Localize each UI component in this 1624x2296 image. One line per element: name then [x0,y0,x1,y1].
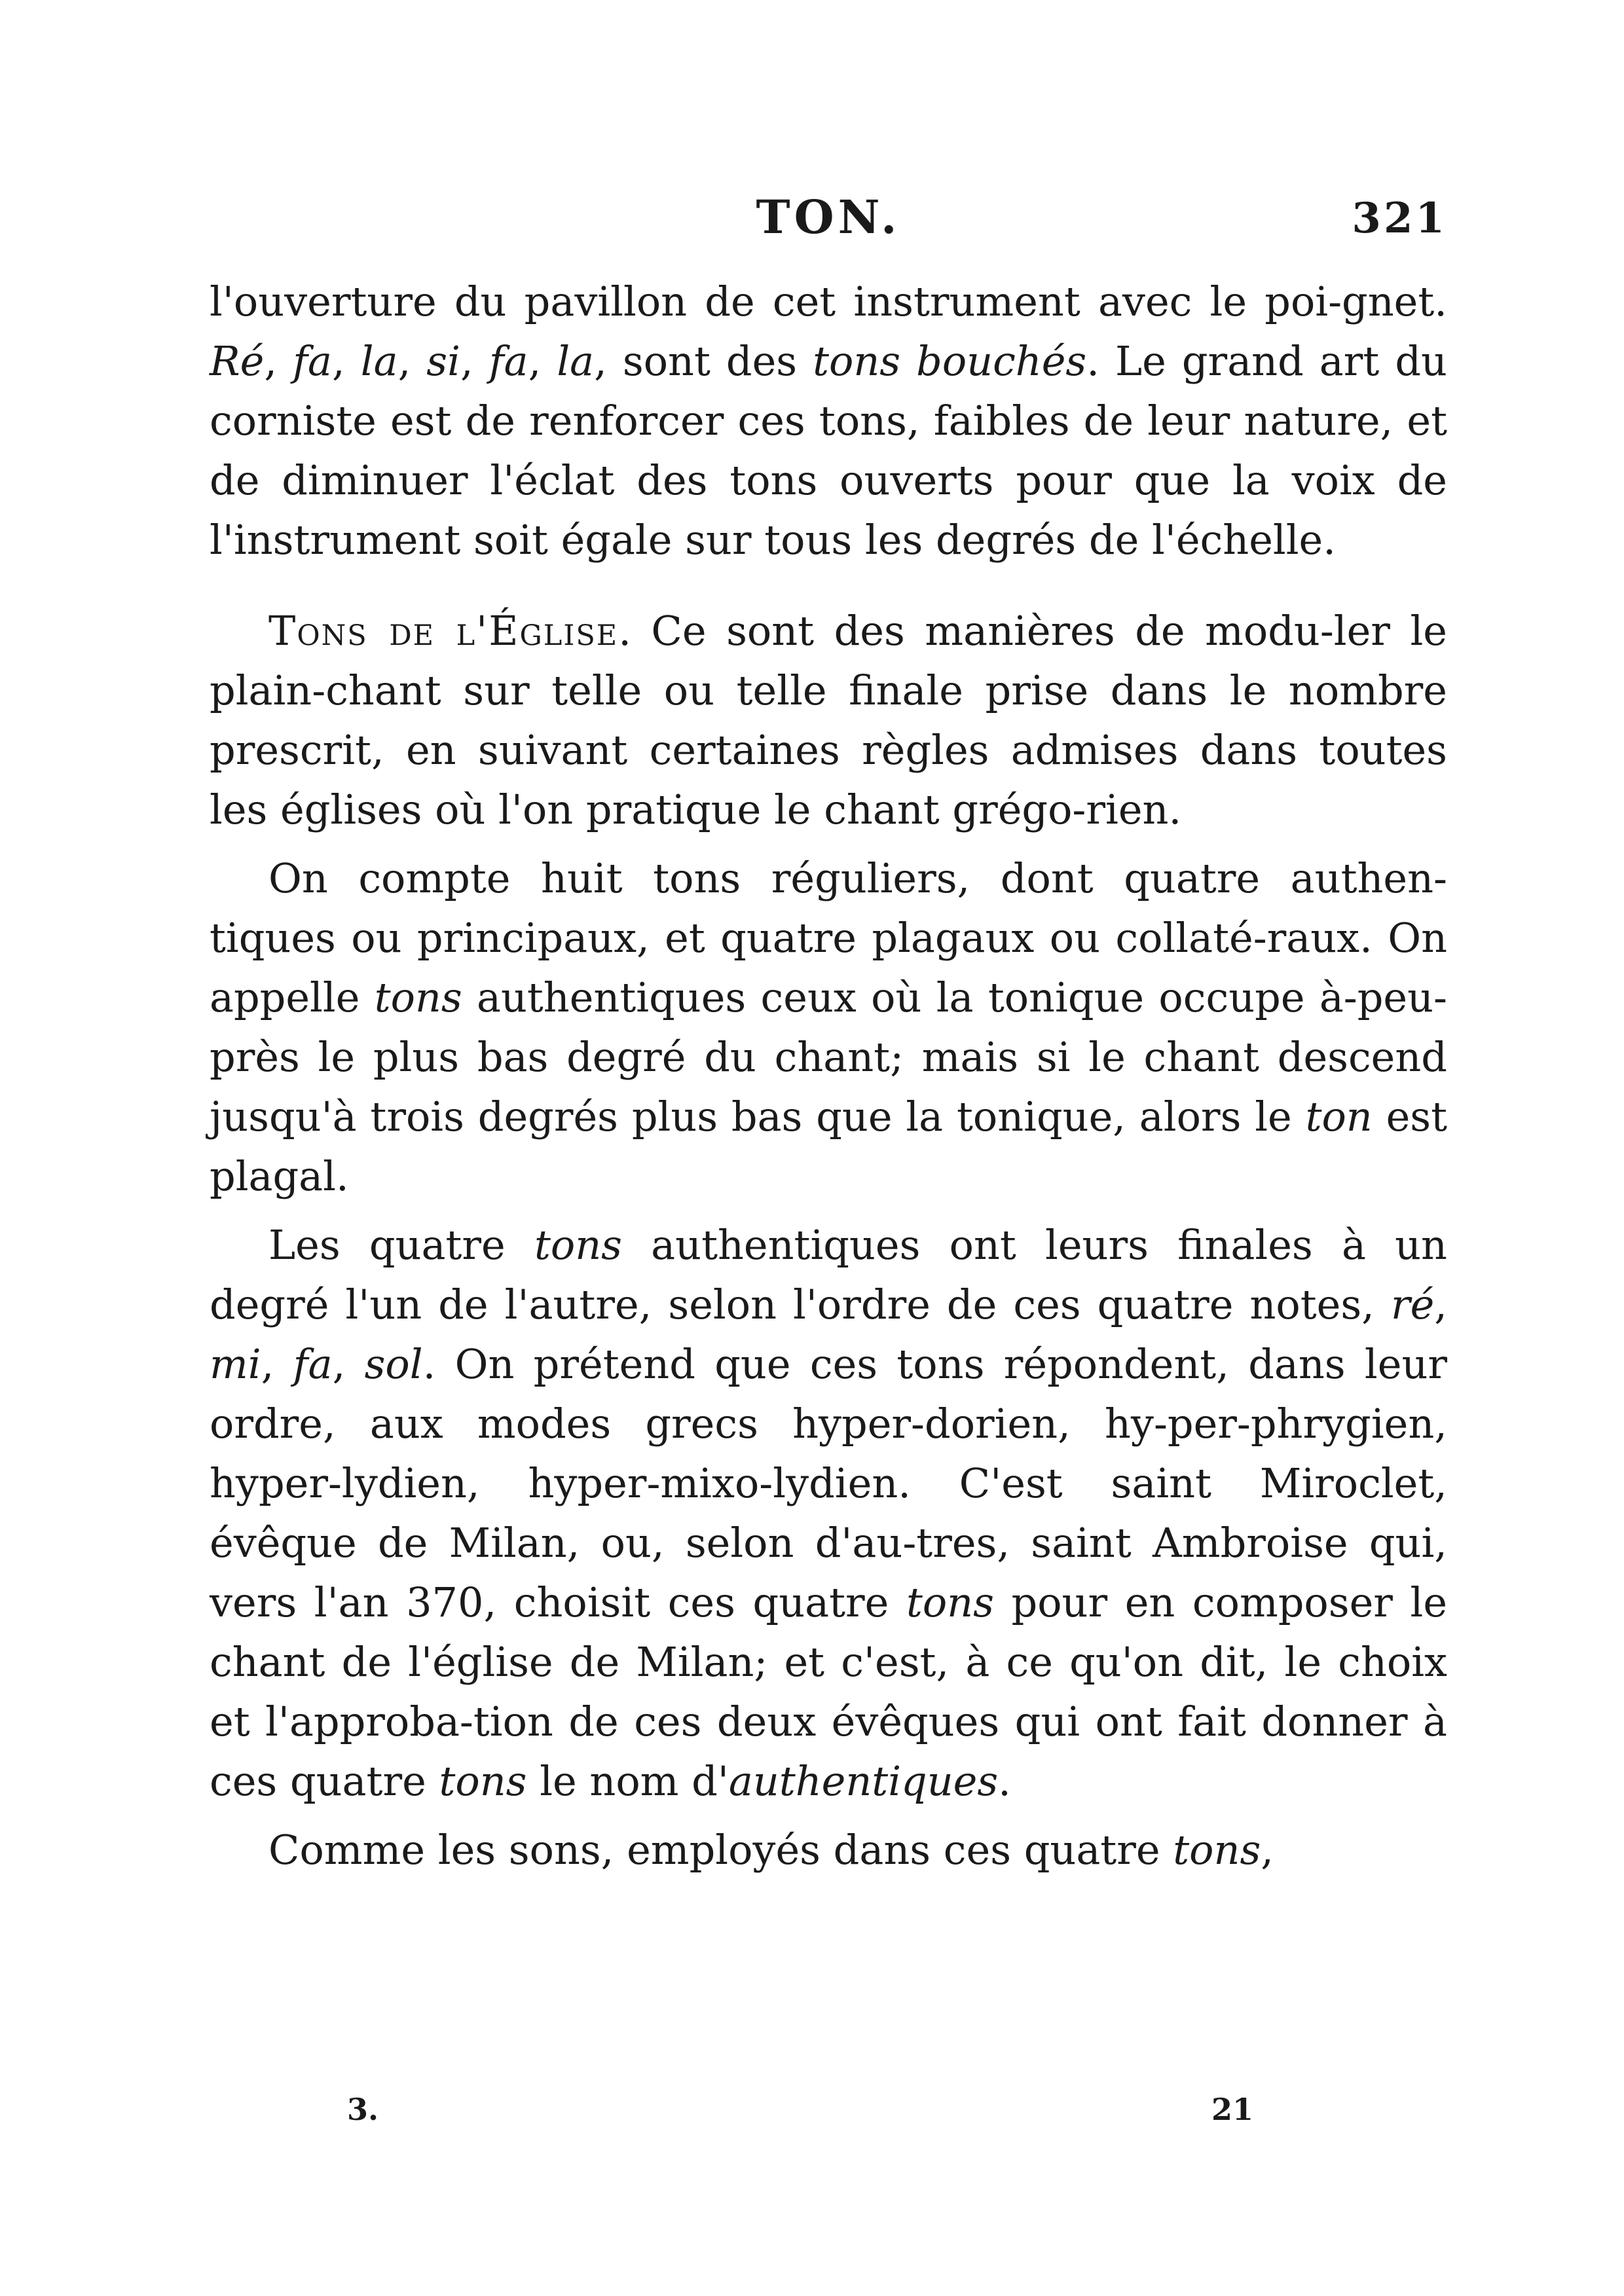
italic-text: tons [374,974,462,1021]
italic-text: Ré [210,337,265,385]
italic-text: la [557,337,595,385]
paragraph-entry-tons-de-l-eglise [210,601,1447,839]
text-run: . On prétend que ces tons répondent, dans leur ordre, aux modes grecs hyper-dorien, hy-per-phrygien, hyper-lydien, hyper-mixo-lydien. C'est saint Miroclet, évêque de Milan, ou, selon d'au-tres, saint Ambroise qui, vers l'an 370, choisit ces quatre [210,1340,1448,1626]
page-number: 321 [1352,194,1447,243]
italic-text: ré [1390,1281,1435,1328]
text-run: , [1434,1281,1447,1328]
entry-heading: Tons de l'Église [268,607,619,655]
text-run: . [998,1757,1011,1805]
text-run: , sont des [594,337,813,385]
text-run: , [1261,1826,1274,1874]
text-run: Les quatre [268,1221,534,1269]
text-run: , [460,337,489,385]
gathering-mark: 21 [1211,2092,1254,2127]
italic-text: mi [210,1340,261,1388]
italic-text: tons [906,1578,994,1626]
paragraph [210,848,1447,1206]
text-run: le nom d' [526,1757,729,1805]
running-head-title: TON. [756,190,901,244]
text-run: . Le grand art du corniste est de renforcer ces tons, faibles de leur nature, et de diminuer l'éclat des tons ouverts pour que la voix de l'instrument soit égale sur tous les degrés de l'échelle. [210,337,1447,564]
text-run: pour en composer le chant de l'église de Milan; et c'est, à ce qu'on dit, le choix et l'approba-tion de ces deux évêques qui ont fait donner à ces quatre [210,1578,1448,1805]
italic-text: tons bouchés [813,337,1087,385]
italic-text: sol [364,1340,423,1388]
page-footer [210,2092,1447,2144]
volume-signature: 3. [347,2092,379,2127]
text-run: Comme les sons, employés dans ces quatre [268,1826,1173,1874]
italic-text: fa [489,337,528,385]
italic-text: authentiques [728,1757,999,1805]
paragraph [210,1215,1447,1811]
italic-text: ton [1305,1093,1373,1140]
text-run: l'ouverture du pavillon de cet instrument avec le poi-gnet. [210,278,1447,325]
italic-text: fa [293,1340,333,1388]
paragraph [210,1820,1447,1880]
text-run: authentiques ont leurs finales à un degré l'un de l'autre, selon l'ordre de ces quatre notes, [210,1221,1447,1328]
italic-text: la [360,337,398,385]
text-run: , [332,1340,365,1388]
italic-text: tons [1173,1826,1261,1874]
text-run: , [332,337,361,385]
text-run: , [528,337,557,385]
text-run: est plagal. [210,1093,1447,1200]
text-run: , [261,1340,293,1388]
italic-text: si [426,337,460,385]
italic-text: fa [293,337,333,385]
body-text [210,272,1447,1880]
paragraph-continued [210,272,1447,570]
text-run: , [397,337,427,385]
running-head [210,190,1447,262]
italic-text: tons [534,1221,622,1269]
text-run: authentiques ceux où la tonique occupe à-peu-près le plus bas degré du chant; mais si le chant descend jusqu'à trois degrés plus bas que la tonique, alors le [210,974,1447,1140]
text-run: . Ce sont des manières de modu-ler le plain-chant sur telle ou telle finale prise dans le nombre prescrit, en suivant certaines règles admises dans toutes les églises où l'on pratique le chant grégo-rien. [210,607,1447,833]
italic-text: tons [439,1757,527,1805]
text-run: On compte huit tons réguliers, dont quatre authen-tiques ou principaux, et quatre plagaux ou collaté-raux. On appelle [210,854,1447,1021]
text-run: , [264,337,293,385]
